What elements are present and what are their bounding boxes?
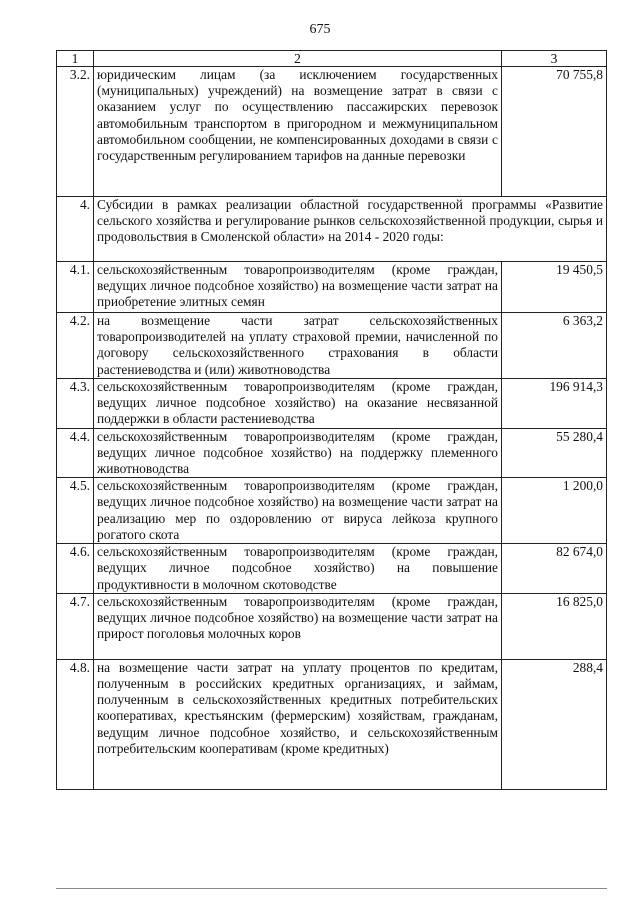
- row-description: сельскохозяйственным товаропроизводителям (кроме граждан, ведущих личное подсобное хозяйство) на оказание несвязанной поддержки в области растениеводства: [94, 379, 502, 429]
- header-col-2: 2: [94, 51, 502, 67]
- row-number: 4.4.: [57, 428, 94, 478]
- table-row: [57, 593, 607, 659]
- table-row: [57, 659, 607, 789]
- row-number: 4.7.: [57, 593, 94, 659]
- row-description: сельскохозяйственным товаропроизводителям (кроме граждан, ведущих личное подсобное хозяйство) на возмещение части затрат на реализацию мер по оздоровлению от вируса лейкоза крупного рогатого скота: [94, 478, 502, 544]
- table-row: [57, 544, 607, 594]
- row-description: сельскохозяйственным товаропроизводителям (кроме граждан, ведущих личное подсобное хозяйство) на поддержку племенного животноводства: [94, 428, 502, 478]
- row-amount: 288,4: [502, 659, 607, 789]
- row-amount: 70 755,8: [502, 67, 607, 197]
- page-bottom-rule: [56, 888, 607, 889]
- row-number: 4.1.: [57, 262, 94, 313]
- table-header-row: [57, 51, 607, 67]
- row-amount: 196 914,3: [502, 379, 607, 429]
- row-amount: 16 825,0: [502, 593, 607, 659]
- table-row: [57, 313, 607, 379]
- row-amount: 6 363,2: [502, 313, 607, 379]
- row-amount: 55 280,4: [502, 428, 607, 478]
- row-number: 4.: [57, 197, 94, 262]
- row-number: 3.2.: [57, 67, 94, 197]
- row-number: 4.6.: [57, 544, 94, 594]
- header-col-3: 3: [502, 51, 607, 67]
- row-number: 4.3.: [57, 379, 94, 429]
- budget-table: [56, 50, 607, 790]
- row-description: на возмещение части затрат на уплату процентов по кредитам, полученным в российских кредитных организациях, и займам, полученным в сельскохозяйственных кредитных потребительских кооперативах, крестьянским (фермерским) хозяйствам, гражданам, ведущим личное подсобное хозяйство, и сельскохозяйственным потребительским кооперативам (кроме кредитных): [94, 659, 502, 789]
- row-description: на возмещение части затрат сельскохозяйственных товаропроизводителей на уплату страховой премии, начисленной по договору сельскохозяйственного страхования в области растениеводства и (или) животноводства: [94, 313, 502, 379]
- row-amount: 1 200,0: [502, 478, 607, 544]
- row-description: юридическим лицам (за исключением государственных (муниципальных) учреждений) на возмещение затрат в связи с оказанием услуг по осуществлению пассажирских перевозок автомобильным транспортом в пригородном и межмуниципальном автомобильном сообщении, не компенсированных доходами в связи с государственным регулированием тарифов на данные перевозки: [94, 67, 502, 197]
- row-amount: 19 450,5: [502, 262, 607, 313]
- header-col-1: 1: [57, 51, 94, 67]
- row-description: сельскохозяйственным товаропроизводителям (кроме граждан, ведущих личное подсобное хозяйство) на повышение продуктивности в молочном скотоводстве: [94, 544, 502, 594]
- table-row: [57, 379, 607, 429]
- row-number: 4.2.: [57, 313, 94, 379]
- table-row: [57, 197, 607, 262]
- row-description: Субсидии в рамках реализации областной государственной программы «Развитие сельского хозяйства и регулирование рынков сельскохозяйственной продукции, сырья и продовольствия в Смоленской области» на 2014 - 2020 годы:: [94, 197, 607, 262]
- row-number: 4.8.: [57, 659, 94, 789]
- table-row: [57, 428, 607, 478]
- table-row: [57, 262, 607, 313]
- row-amount: 82 674,0: [502, 544, 607, 594]
- row-number: 4.5.: [57, 478, 94, 544]
- table-row: [57, 478, 607, 544]
- page-number: 675: [309, 22, 331, 37]
- table-row: [57, 67, 607, 197]
- row-description: сельскохозяйственным товаропроизводителям (кроме граждан, ведущих личное подсобное хозяйство) на возмещение части затрат на приобретение элитных семян: [94, 262, 502, 313]
- row-description: сельскохозяйственным товаропроизводителям (кроме граждан, ведущих личное подсобное хозяйство) на возмещение части затрат на прирост поголовья молочных коров: [94, 593, 502, 659]
